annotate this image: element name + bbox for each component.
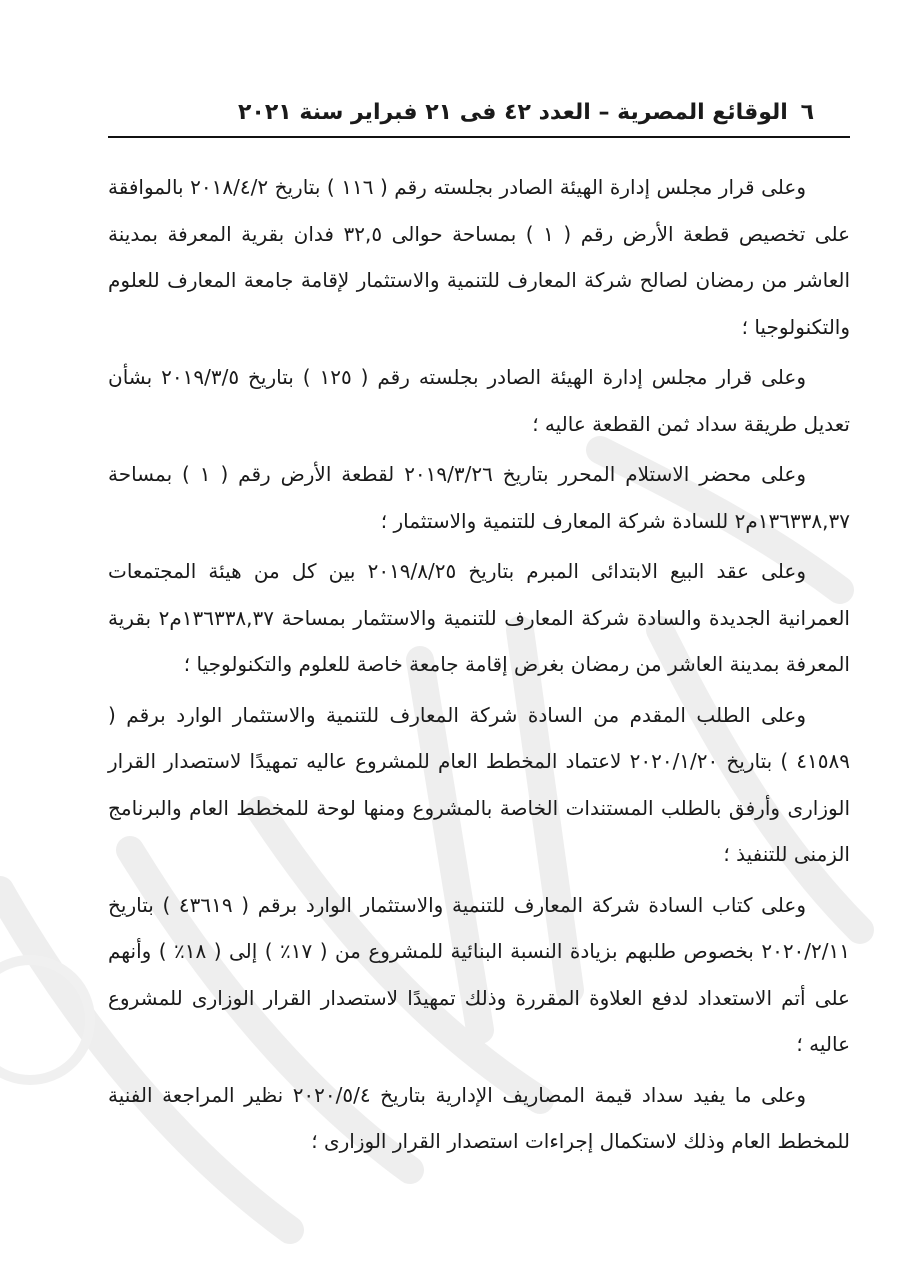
paragraph: وعلى كتاب السادة شركة المعارف للتنمية والاستثمار الوارد برقم ( ٤٣٦١٩ ) بتاريخ ٢٠٢٠/٢/١١ بخصوص طلبهم بزيادة النسبة البنائية للمشروع من ( ١٧٪ ) إلى ( ١٨٪ ) وأنهم على أتم الاستعداد لدفع العلاوة المقررة وذلك تمهيدًا لاستصدار القرار الوزارى للمشروع عاليه ؛ xyxy=(108,892,850,1056)
paragraph: وعلى الطلب المقدم من السادة شركة المعارف للتنمية والاستثمار الوارد برقم ( ٤١٥٨٩ ) بتاريخ ٢٠٢٠/١/٢٠ لاعتماد المخطط العام للمشروع عاليه تمهيدًا لاستصدار القرار الوزارى وأرفق بالطلب المستندات الخاصة بالمشروع ومنها لوحة للمخطط العام والبرنامج الزمنى للتنفيذ ؛ xyxy=(108,702,850,866)
paragraph: وعلى قرار مجلس إدارة الهيئة الصادر بجلسته رقم ( ١٢٥ ) بتاريخ ٢٠١٩/٣/٥ بشأن تعديل طريقة سداد ثمن القطعة عاليه ؛ xyxy=(108,365,850,436)
page-header xyxy=(108,88,850,138)
page-number: ٦ xyxy=(800,99,814,125)
paragraph: وعلى عقد البيع الابتدائى المبرم بتاريخ ٢٠١٩/٨/٢٥ بين كل من هيئة المجتمعات العمرانية الجديدة والسادة شركة المعارف للتنمية والاستثمار بمساحة ١٣٦٣٣٨,٣٧م٢ بقرية المعرفة بمدينة العاشر من رمضان بغرض إقامة جامعة خاصة للعلوم والتكنولوجيا ؛ xyxy=(108,559,850,676)
paragraph: وعلى ما يفيد سداد قيمة المصاريف الإدارية بتاريخ ٢٠٢٠/٥/٤ نظير المراجعة الفنية للمخطط العام وذلك لاستكمال إجراءات استصدار القرار الوزارى ؛ xyxy=(108,1082,850,1153)
paragraph: وعلى قرار مجلس إدارة الهيئة الصادر بجلسته رقم ( ١١٦ ) بتاريخ ٢٠١٨/٤/٢ بالموافقة على تخصيص قطعة الأرض رقم ( ١ ) بمساحة حوالى ٣٢,٥ فدان بقرية المعرفة بمدينة العاشر من رمضان لصالح شركة المعارف للتنمية والاستثمار لإقامة جامعة المعارف للعلوم والتكنولوجيا ؛ xyxy=(108,175,851,339)
issue-title: الوقائع المصرية – العدد ٤٢ فى ٢١ فبراير سنة ٢٠٢١ xyxy=(238,99,788,125)
paragraph: وعلى محضر الاستلام المحرر بتاريخ ٢٠١٩/٣/٢٦ لقطعة الأرض رقم ( ١ ) بمساحة ١٣٦٣٣٨,٣٧م٢ للسادة شركة المعارف للتنمية والاستثمار ؛ xyxy=(108,462,850,533)
body-text xyxy=(108,164,850,1169)
